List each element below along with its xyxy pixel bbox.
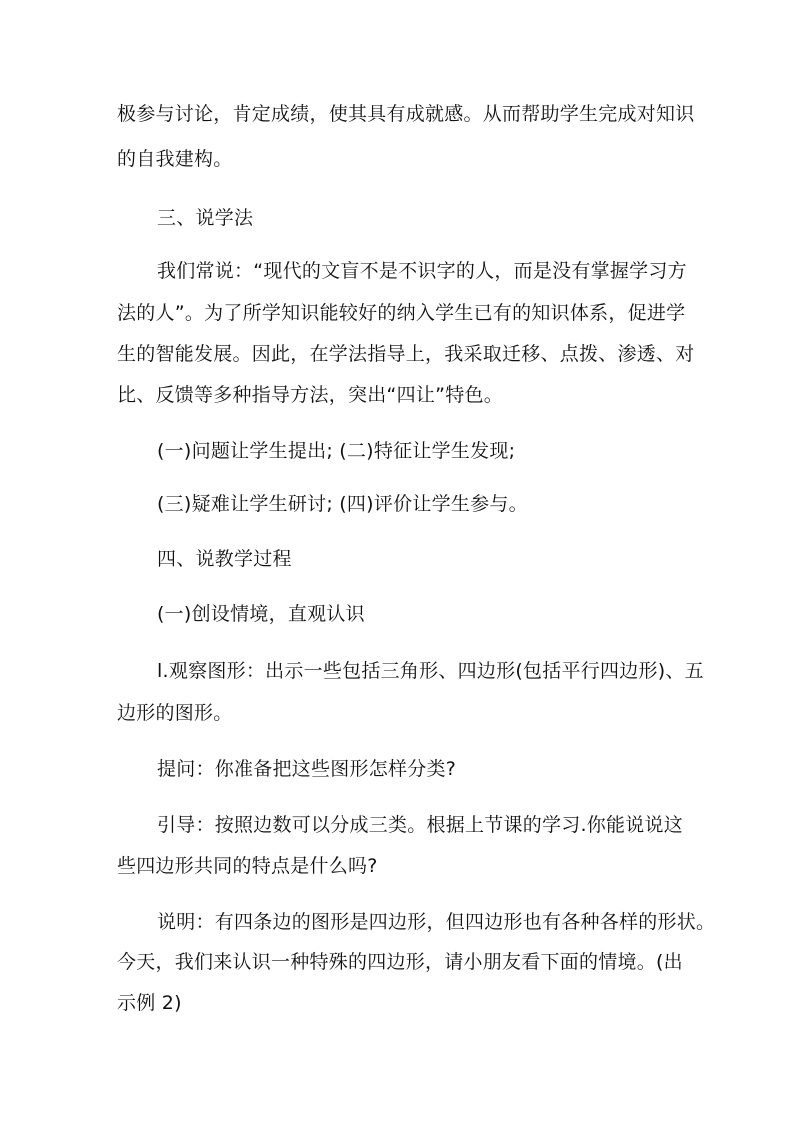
paragraph-line: 些四边形共同的特点是什么吗? — [117, 855, 378, 877]
paragraph-line: 提问：你准备把这些图形怎样分类? — [157, 758, 457, 780]
list-item: (一)问题让学生提出; (二)特征让学生发现; — [157, 440, 516, 462]
paragraph-line: 引导：按照边数可以分成三类。根据上节课的学习.你能说说这 — [157, 814, 684, 836]
paragraph-line: 比、反馈等多种指导方法，突出“四让”特色。 — [117, 384, 503, 406]
list-item: (三)疑难让学生研讨; (四)评价让学生参与。 — [157, 493, 528, 515]
section-heading: 四、说教学过程 — [157, 548, 292, 570]
paragraph-line: 说明：有四条边的图形是四边形，但四边形也有各种各样的形状。 — [157, 911, 716, 933]
paragraph-line: l.观察图形：出示一些包括三角形、四边形(包括平行四边形)、五 — [157, 660, 704, 682]
paragraph-line: 极参与讨论，肯定成绩，使其具有成就感。从而帮助学生完成对知识 — [117, 103, 695, 125]
subsection-heading: (一)创设情境，直观认识 — [157, 603, 365, 625]
paragraph-line: 法的人”。为了所学知识能较好的纳入学生已有的知识体系，促进学 — [117, 302, 686, 324]
paragraph-line: 今天，我们来认识一种特殊的四边形，请小朋友看下面的情境。(出 — [117, 951, 683, 973]
paragraph-line: 示例 2) — [117, 992, 182, 1014]
paragraph-line: 的自我建构。 — [117, 148, 233, 170]
paragraph-line: 边形的图形。 — [117, 702, 233, 724]
section-heading: 三、说学法 — [157, 207, 254, 229]
paragraph-line: 生的智能发展。因此，在学法指导上，我采取迁移、点拨、渗透、对 — [117, 343, 695, 365]
paragraph-line: 我们常说：“现代的文盲不是不识字的人，而是没有掌握学习方 — [157, 260, 687, 282]
